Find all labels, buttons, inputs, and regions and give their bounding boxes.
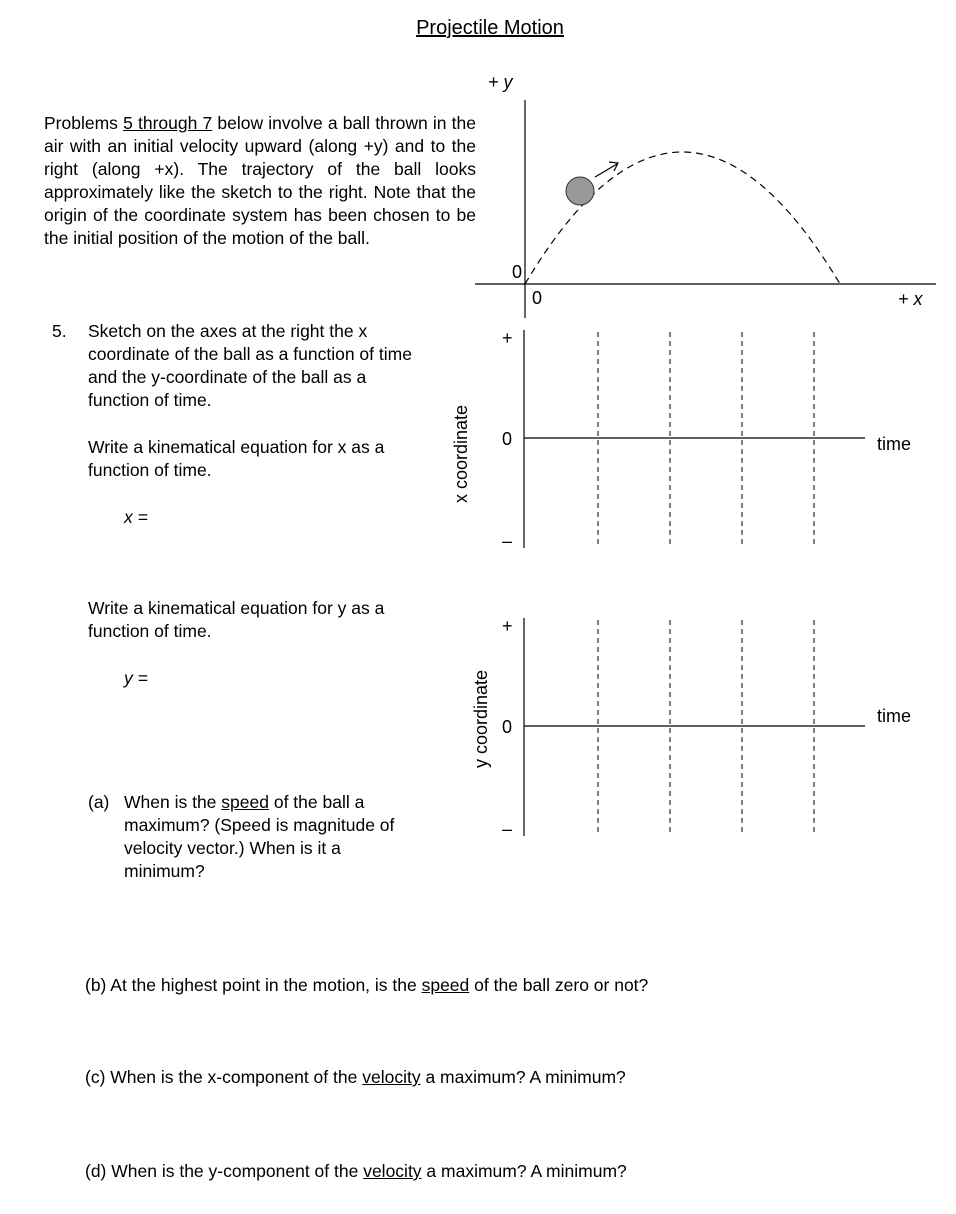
intro-text-rest: below involve a ball thrown in the air with an initial velocity upward (along +y) and to the right (along +x). The trajectory of the ball looks approximately like the sketch to the right. Note that the origin of the coordinate system has been chosen to be the initial position of the motion of the ball. (44, 113, 476, 248)
question-a-label: (a) (88, 792, 110, 812)
question-a: When is the speed of the ball a maximum? (Speed is magnitude of velocity vector.) When is it a minimum? (124, 792, 395, 881)
question-c: (c) When is the x-component of the velocity a maximum? A minimum? (85, 1067, 626, 1087)
ball (566, 177, 594, 205)
x-equation-blank: x = (124, 507, 148, 527)
x-graph-zero: 0 (502, 429, 513, 449)
x-graph-plus: + (502, 328, 513, 348)
y-graph-minus: – (502, 819, 513, 839)
x-graph-xlabel: time (877, 434, 912, 454)
problems-range: 5 through 7 (123, 113, 213, 133)
x-graph-minus: – (502, 531, 513, 551)
q5-instructions: Sketch on the axes at the right the x coordinate of the ball as a function of time and the y-coordinate of the ball as a function of time. (88, 321, 412, 410)
intro-text-start: Problems (44, 113, 124, 133)
trajectory-sketch (470, 60, 950, 320)
trajectory-path (525, 152, 840, 284)
y-graph-zero: 0 (502, 717, 513, 737)
x-graph-ylabel: x coordinate (451, 404, 471, 503)
question-number: 5. (52, 321, 67, 341)
x-equation-prompt: Write a kinematical equation for x as a function of time. (88, 437, 385, 480)
y-axis-label: + y (488, 72, 513, 92)
y-equation-blank: y = (124, 668, 148, 688)
page-title: Projectile Motion (416, 17, 564, 39)
question-d: (d) When is the y-component of the velocity a maximum? A minimum? (85, 1161, 627, 1181)
x-axis-label: + x (898, 289, 923, 309)
y-graph-xlabel: time (877, 706, 912, 726)
y-coordinate-graph (440, 606, 940, 846)
origin-label-top: 0 (512, 262, 523, 282)
y-graph-ylabel: y coordinate (471, 669, 491, 768)
y-equation-prompt: Write a kinematical equation for y as a function of time. (88, 598, 385, 641)
question-b: (b) At the highest point in the motion, is the speed of the ball zero or not? (85, 975, 649, 995)
x-coordinate-graph (440, 318, 940, 558)
intro-paragraph (44, 112, 476, 250)
origin-label-bottom: 0 (532, 288, 543, 308)
speed-term: speed (221, 792, 269, 812)
velocity-term: velocity (362, 1067, 421, 1087)
y-graph-plus: + (502, 616, 513, 636)
velocity-term: velocity (363, 1161, 422, 1181)
speed-term: speed (421, 975, 470, 995)
